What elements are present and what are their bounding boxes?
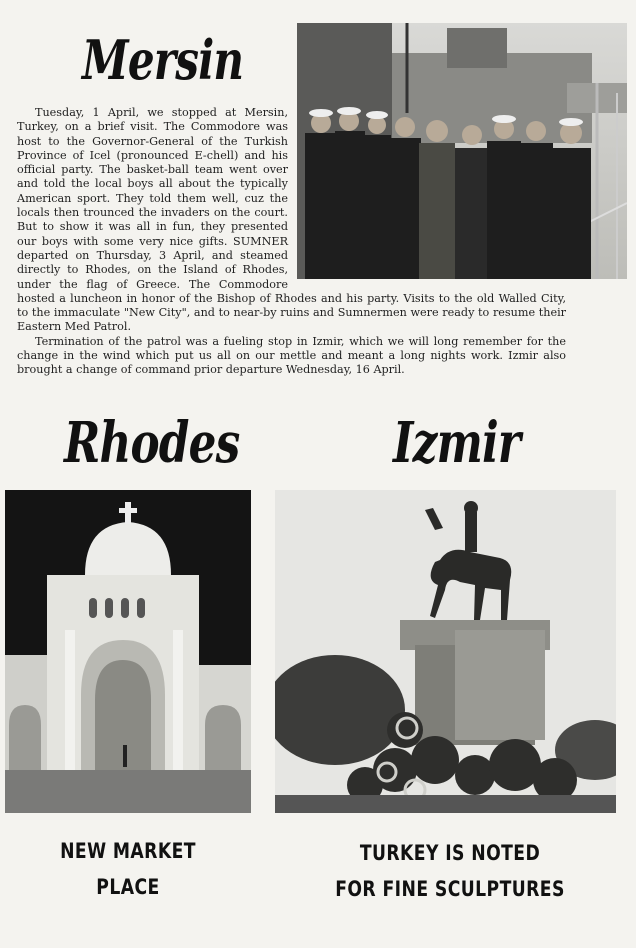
paragraph-1 <box>17 106 566 335</box>
heading-mersin: Mersin <box>82 28 244 92</box>
photo-market-image <box>5 490 251 813</box>
heading-rhodes: Rhodes <box>64 410 240 476</box>
photo-new-market-place <box>5 490 251 813</box>
caption-izmir-line2: FOR FINE SCULPTURES <box>335 877 565 901</box>
heading-izmir: Izmir <box>393 410 521 476</box>
caption-rhodes-line1: NEW MARKET <box>60 839 196 863</box>
caption-rhodes-line2: PLACE <box>96 875 160 899</box>
caption-rhodes <box>27 833 229 905</box>
paragraph-2 <box>17 335 566 378</box>
photo-statue-image <box>275 490 616 813</box>
paragraph-1-text: Tuesday, 1 April, we stopped at Mersin, Turkey, on a brief visit. The Commodore was host to the Governor-General of the Turkish Province of Icel (pronounced E-chell) and his official party. The basket-ball team went over and told the local boys all about the typically American sport. They told them well, cuz the locals then trounced the invaders on the court. But to show it was all in fun, they presented our boys with some very nice gifts. SUMNER departed on Thursday, 3 April, and steamed directly to Rhodes, on the Island of Rhodes, under the flag of Greece. The Commodore hosted a luncheon in honor of the Bishop of Rhodes and his party. Visits to the old Walled City, to the immaculate "New City", and to near-by ruins and Sumnermen were ready to resume their Eastern Med Patrol. <box>17 106 566 334</box>
paragraph-2-text: Termination of the patrol was a fueling stop in Izmir, which we will long remember for the change in the wind which put us all on our mettle and meant a long nights work. Izmir also brought a change of command prior departure Wednesday, 16 April. <box>17 334 566 377</box>
caption-izmir <box>331 835 569 907</box>
caption-izmir-line1: TURKEY IS NOTED <box>359 841 541 865</box>
article-text <box>17 106 566 378</box>
photo-equestrian-statue <box>275 490 616 813</box>
